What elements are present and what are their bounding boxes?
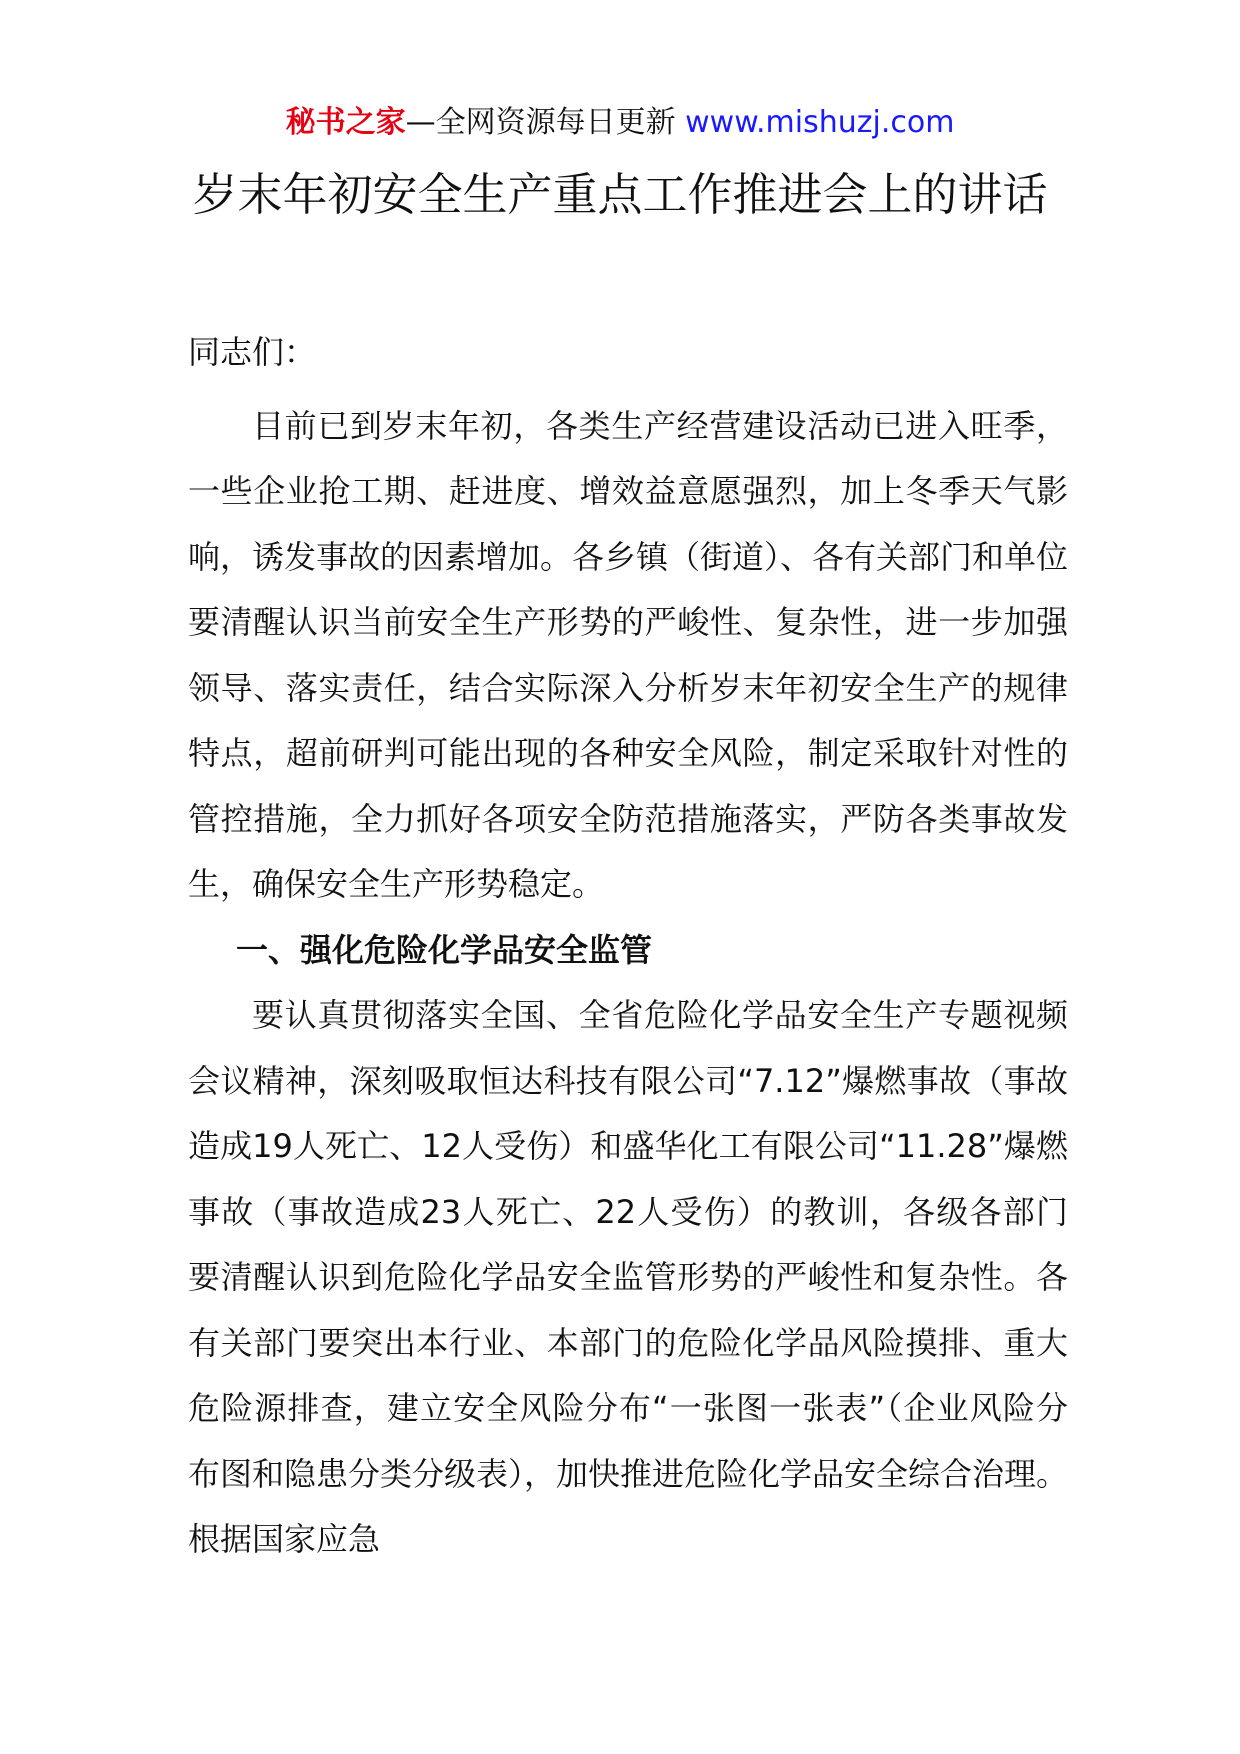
document-body [188, 320, 1068, 1573]
intro-paragraph: 目前已到岁末年初，各类生产经营建设活动已进入旺季，一些企业抢工期、赶进度、增效益意愿强烈，加上冬季天气影响，诱发事故的因素增加。各乡镇（街道）、各有关部门和单位要清醒认识当前安全生产形势的严峻性、复杂性，进一步加强领导、落实责任，结合实际深入分析岁末年初安全生产的规律特点，超前研判可能出现的各种安全风险，制定采取针对性的管控措施，全力抓好各项安全防范措施落实，严防各类事故发生，确保安全生产形势稳定。 [188, 406, 1069, 903]
site-brand: 秘书之家 [285, 105, 406, 140]
document-title: 岁末年初安全生产重点工作推进会上的讲话 [192, 168, 1048, 221]
greeting: 同志们： [188, 333, 317, 371]
site-tagline: —全网资源每日更新 [405, 105, 686, 140]
site-header [0, 98, 1240, 148]
site-url-link[interactable]: www.mishuzj.com [685, 105, 955, 140]
section-paragraph: 要认真贯彻落实全国、全省危险化学品安全生产专题视频会议精神，深刻吸取恒达科技有限公司“7.12”爆燃事故（事故造成19人死亡、12人受伤）和盛华化工有限公司“11.28”爆燃事故（事故造成23人死亡、22人受伤）的教训，各级各部门要清醒认识到危险化学品安全监管形势的严峻性和复杂性。各有关部门要突出本行业、本部门的危险化学品风险摸排、重大危险源排查，建立安全风险分布“一张图一张表”（企业风险分布图和隐患分类分级表），加快推进危险化学品安全综合治理。根据国家应急 [188, 996, 1069, 1558]
section-heading: 一、强化危险化学品安全监管 [236, 930, 653, 969]
